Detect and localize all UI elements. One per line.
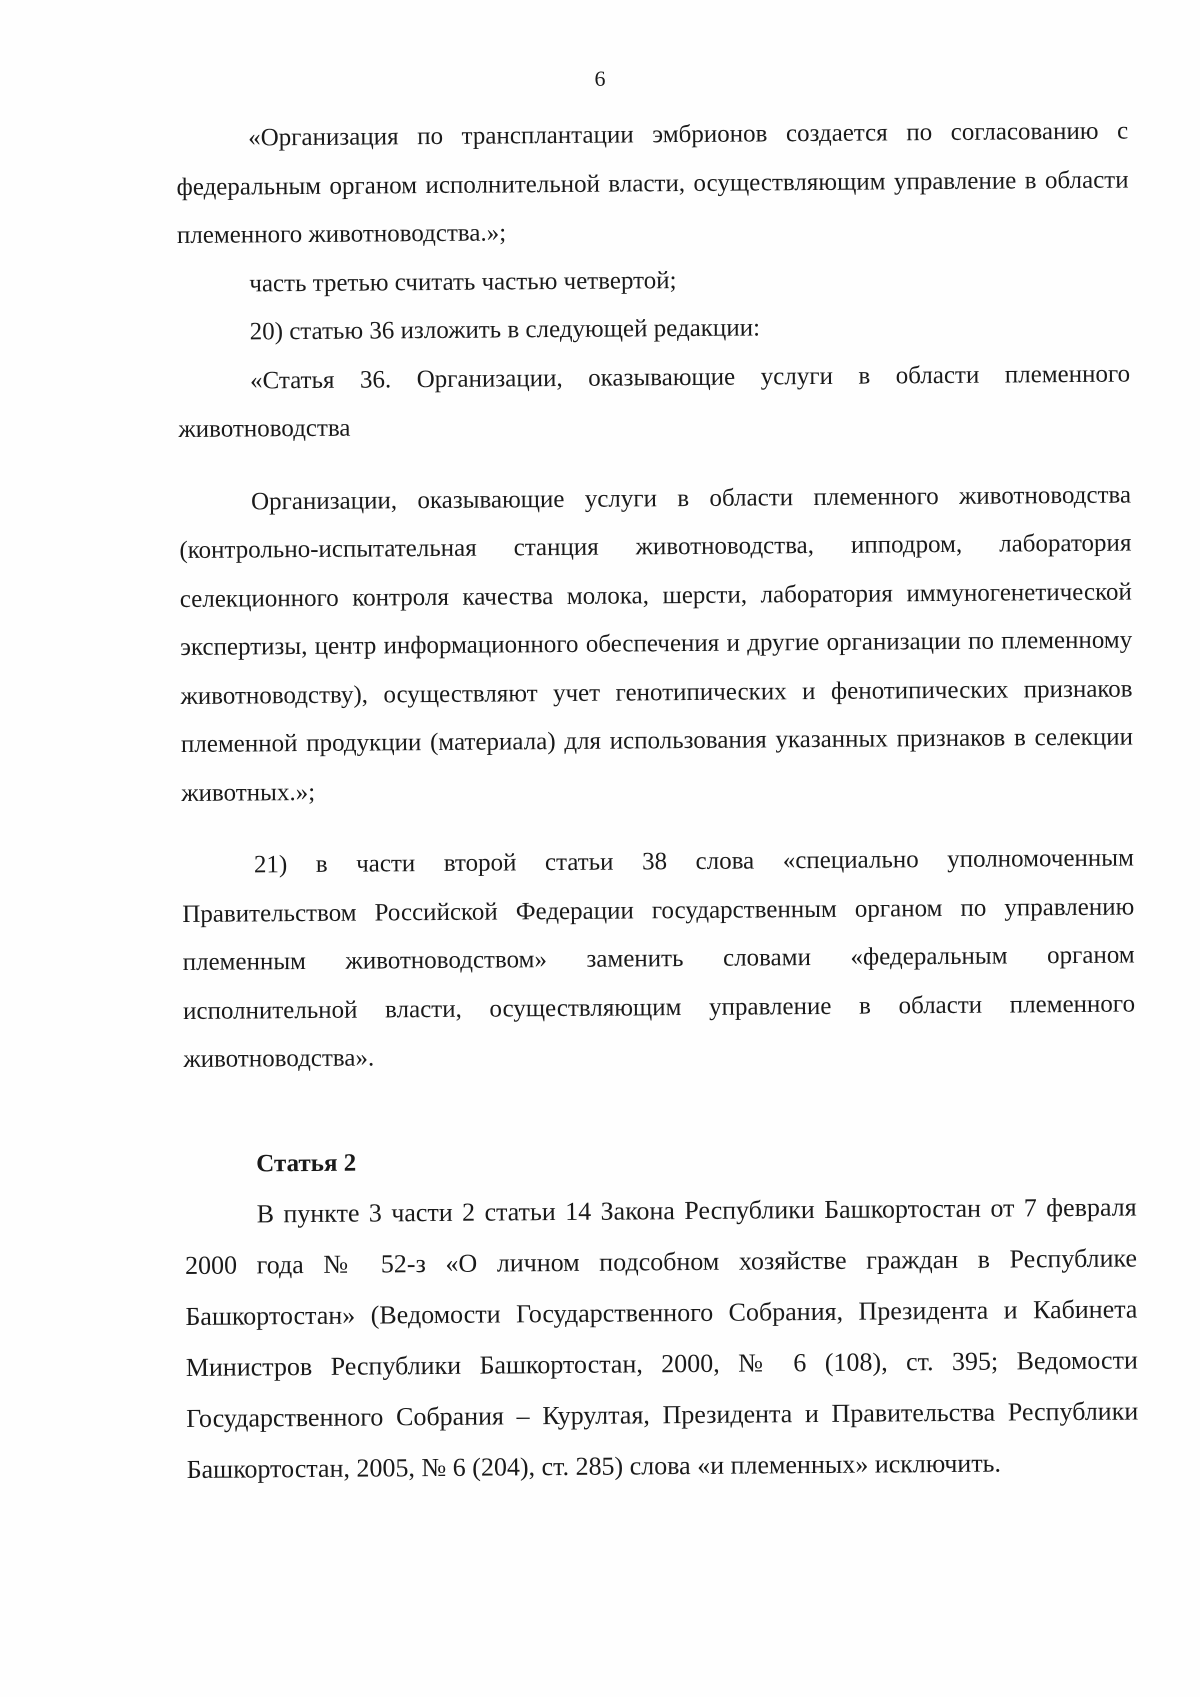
article-2-text: В пункте 3 части 2 статьи 14 Закона Республики Башкортостан от 7 февраля 2000 года № 52-з «О личном подсобном хозяйстве граждан в Республике Башкортостан» (Ведомости Государственного Собрания, Президента и Кабинета Министров Республики Башкортостан, 2000, № 6 (108), ст. 395; Ведомости Государственного Собрания – Курултая, Президента и Правительства Республики Башкортостан, 2005, № 6 (204), ст. 285) слова «и племенных» исключить.	[184, 1192, 1139, 1484]
document-body	[176, 108, 1139, 1495]
page-number: 6	[594, 66, 606, 91]
paragraph-item-21: 21) в части второй статьи 38 слова «специально уполномоченным Правительством Российской Федерации государственным органом по управлению племенным животноводством» заменить словами «федеральным органом исполнительной власти, осуществляющим управление в области племенного животноводства».	[182, 844, 1136, 1073]
paragraph-article-36-title: «Статья 36. Организации, оказывающие услуги в области племенного животноводства	[178, 360, 1131, 443]
paragraph-item-20: 20) статью 36 изложить в следующей редакции:	[249, 314, 761, 346]
article-2-heading: Статья 2	[256, 1149, 357, 1177]
spacer	[184, 1077, 1136, 1140]
paragraph-part-three: часть третью считать частью четвертой;	[249, 266, 677, 297]
paragraph-article-36-body: Организации, оказывающие услуги в области племенного животноводства (контрольно-испытательная станция животноводства, ипподром, лаборатория селекционного контроля качества молока, шерсти, лаборатория иммуногенетической экспертизы, центр информационного обеспечения и другие организации по племенному животноводству), осуществляют учет генотипических и фенотипических признаков племенной продукции (материала) для использования указанных признаков в селекции животных.»;	[179, 481, 1134, 807]
paragraph-embryo-organization: «Организация по трансплантации эмбрионов создается по согласованию с федеральным органом исполнительной власти, осуществляющим управление в области племенного животноводства.»;	[176, 117, 1129, 249]
